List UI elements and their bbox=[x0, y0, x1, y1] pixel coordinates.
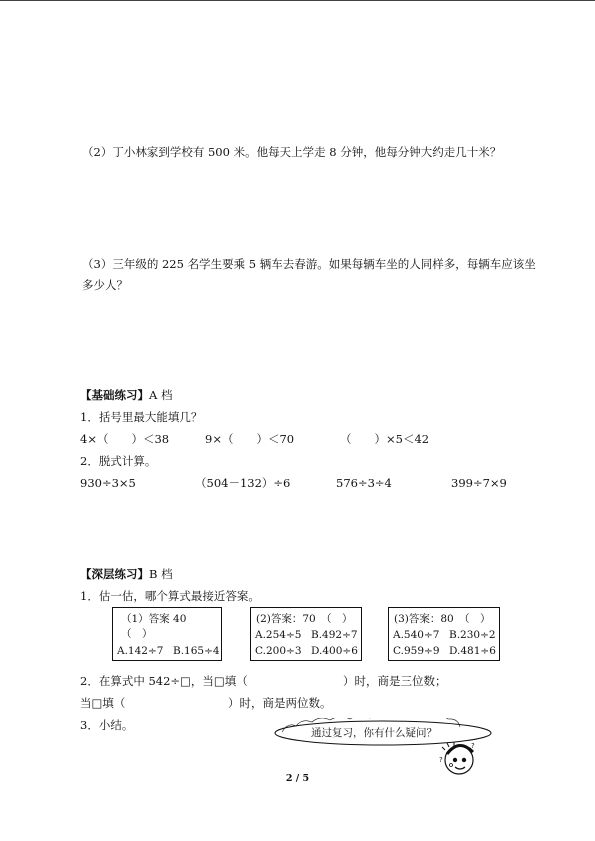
fill-blank-1: 4×（ ）＜38 bbox=[80, 432, 170, 446]
box-3-option-c: C.959÷9 bbox=[393, 645, 440, 657]
box-3-option-d: D.481÷6 bbox=[449, 645, 496, 657]
box-2-option-a: A.254÷5 bbox=[255, 629, 302, 641]
deep-heading: 【深层练习】 bbox=[80, 567, 149, 581]
calc-3: 576÷3÷4 bbox=[336, 476, 392, 490]
problem-2: （2）丁小林家到学校有 500 米。他每天上学走 8 分钟，他每分钟大约走几十米？ bbox=[82, 145, 502, 159]
deep-item-3: 3．小结。 bbox=[80, 718, 134, 732]
svg-text:?: ? bbox=[471, 742, 475, 750]
box-1-option-b: B.165÷4 bbox=[173, 645, 220, 657]
estimate-box-3 bbox=[388, 607, 500, 661]
box-2-option-b: B.492÷7 bbox=[311, 629, 358, 641]
estimate-box-2 bbox=[250, 607, 362, 661]
svg-text:?: ? bbox=[439, 756, 443, 764]
fill-blank-2: 9×（ ）＜70 bbox=[205, 432, 295, 446]
box-1-option-a: A.142÷7 bbox=[117, 645, 164, 657]
calc-1: 930÷3×5 bbox=[80, 476, 136, 490]
basic-level: A 档 bbox=[149, 388, 173, 402]
fill-blank-3: （ ）×5＜42 bbox=[340, 432, 430, 446]
deep-level: B 档 bbox=[149, 567, 173, 581]
box-2-answer: (2)答案：70 （ ） bbox=[256, 613, 353, 625]
basic-section-title bbox=[80, 388, 172, 402]
basic-item-1: 1．括号里最大能填几？ bbox=[80, 410, 203, 424]
box-3-option-a: A.540÷7 bbox=[393, 629, 440, 641]
calc-4: 399÷7×9 bbox=[451, 476, 507, 490]
estimate-box-1 bbox=[112, 607, 222, 661]
thought-bubble-text: 通过复习，你有什么疑问？ bbox=[311, 727, 437, 739]
deep-item-2-part-b: ）时，商是三位数； bbox=[343, 674, 447, 688]
box-2-option-d: D.400÷6 bbox=[311, 645, 358, 657]
basic-heading: 【基础练习】 bbox=[80, 388, 149, 402]
deep-item-2-part-d: ）时，商是两位数。 bbox=[228, 696, 332, 710]
box-1-answer: （1）答案 40 bbox=[121, 613, 187, 625]
deep-item-1: 1．估一估，哪个算式最接近答案。 bbox=[80, 589, 260, 603]
basic-item-2: 2．脱式计算。 bbox=[80, 454, 157, 468]
box-3-answer: (3)答案：80 （ ） bbox=[394, 613, 491, 625]
top-border-line bbox=[0, 0, 595, 1]
box-1-blank: （ ） bbox=[121, 628, 153, 640]
problem-3-line-1: （3）三年级的 225 名学生要乘 5 辆车去春游。如果每辆车坐的人同样多，每辆车应该坐 bbox=[82, 257, 536, 271]
page-number: 2 / 5 bbox=[285, 773, 310, 784]
box-2-option-c: C.200÷3 bbox=[255, 645, 302, 657]
problem-3-line-2: 多少人？ bbox=[82, 278, 128, 292]
deep-item-2-part-c: 当□填（ bbox=[80, 696, 126, 710]
deep-item-2-part-a: 2．在算式中 542÷□，当□填（ bbox=[80, 674, 248, 688]
deep-section-title bbox=[80, 567, 173, 581]
box-3-option-b: B.230÷2 bbox=[449, 629, 496, 641]
calc-2: （504－132）÷6 bbox=[195, 476, 291, 490]
